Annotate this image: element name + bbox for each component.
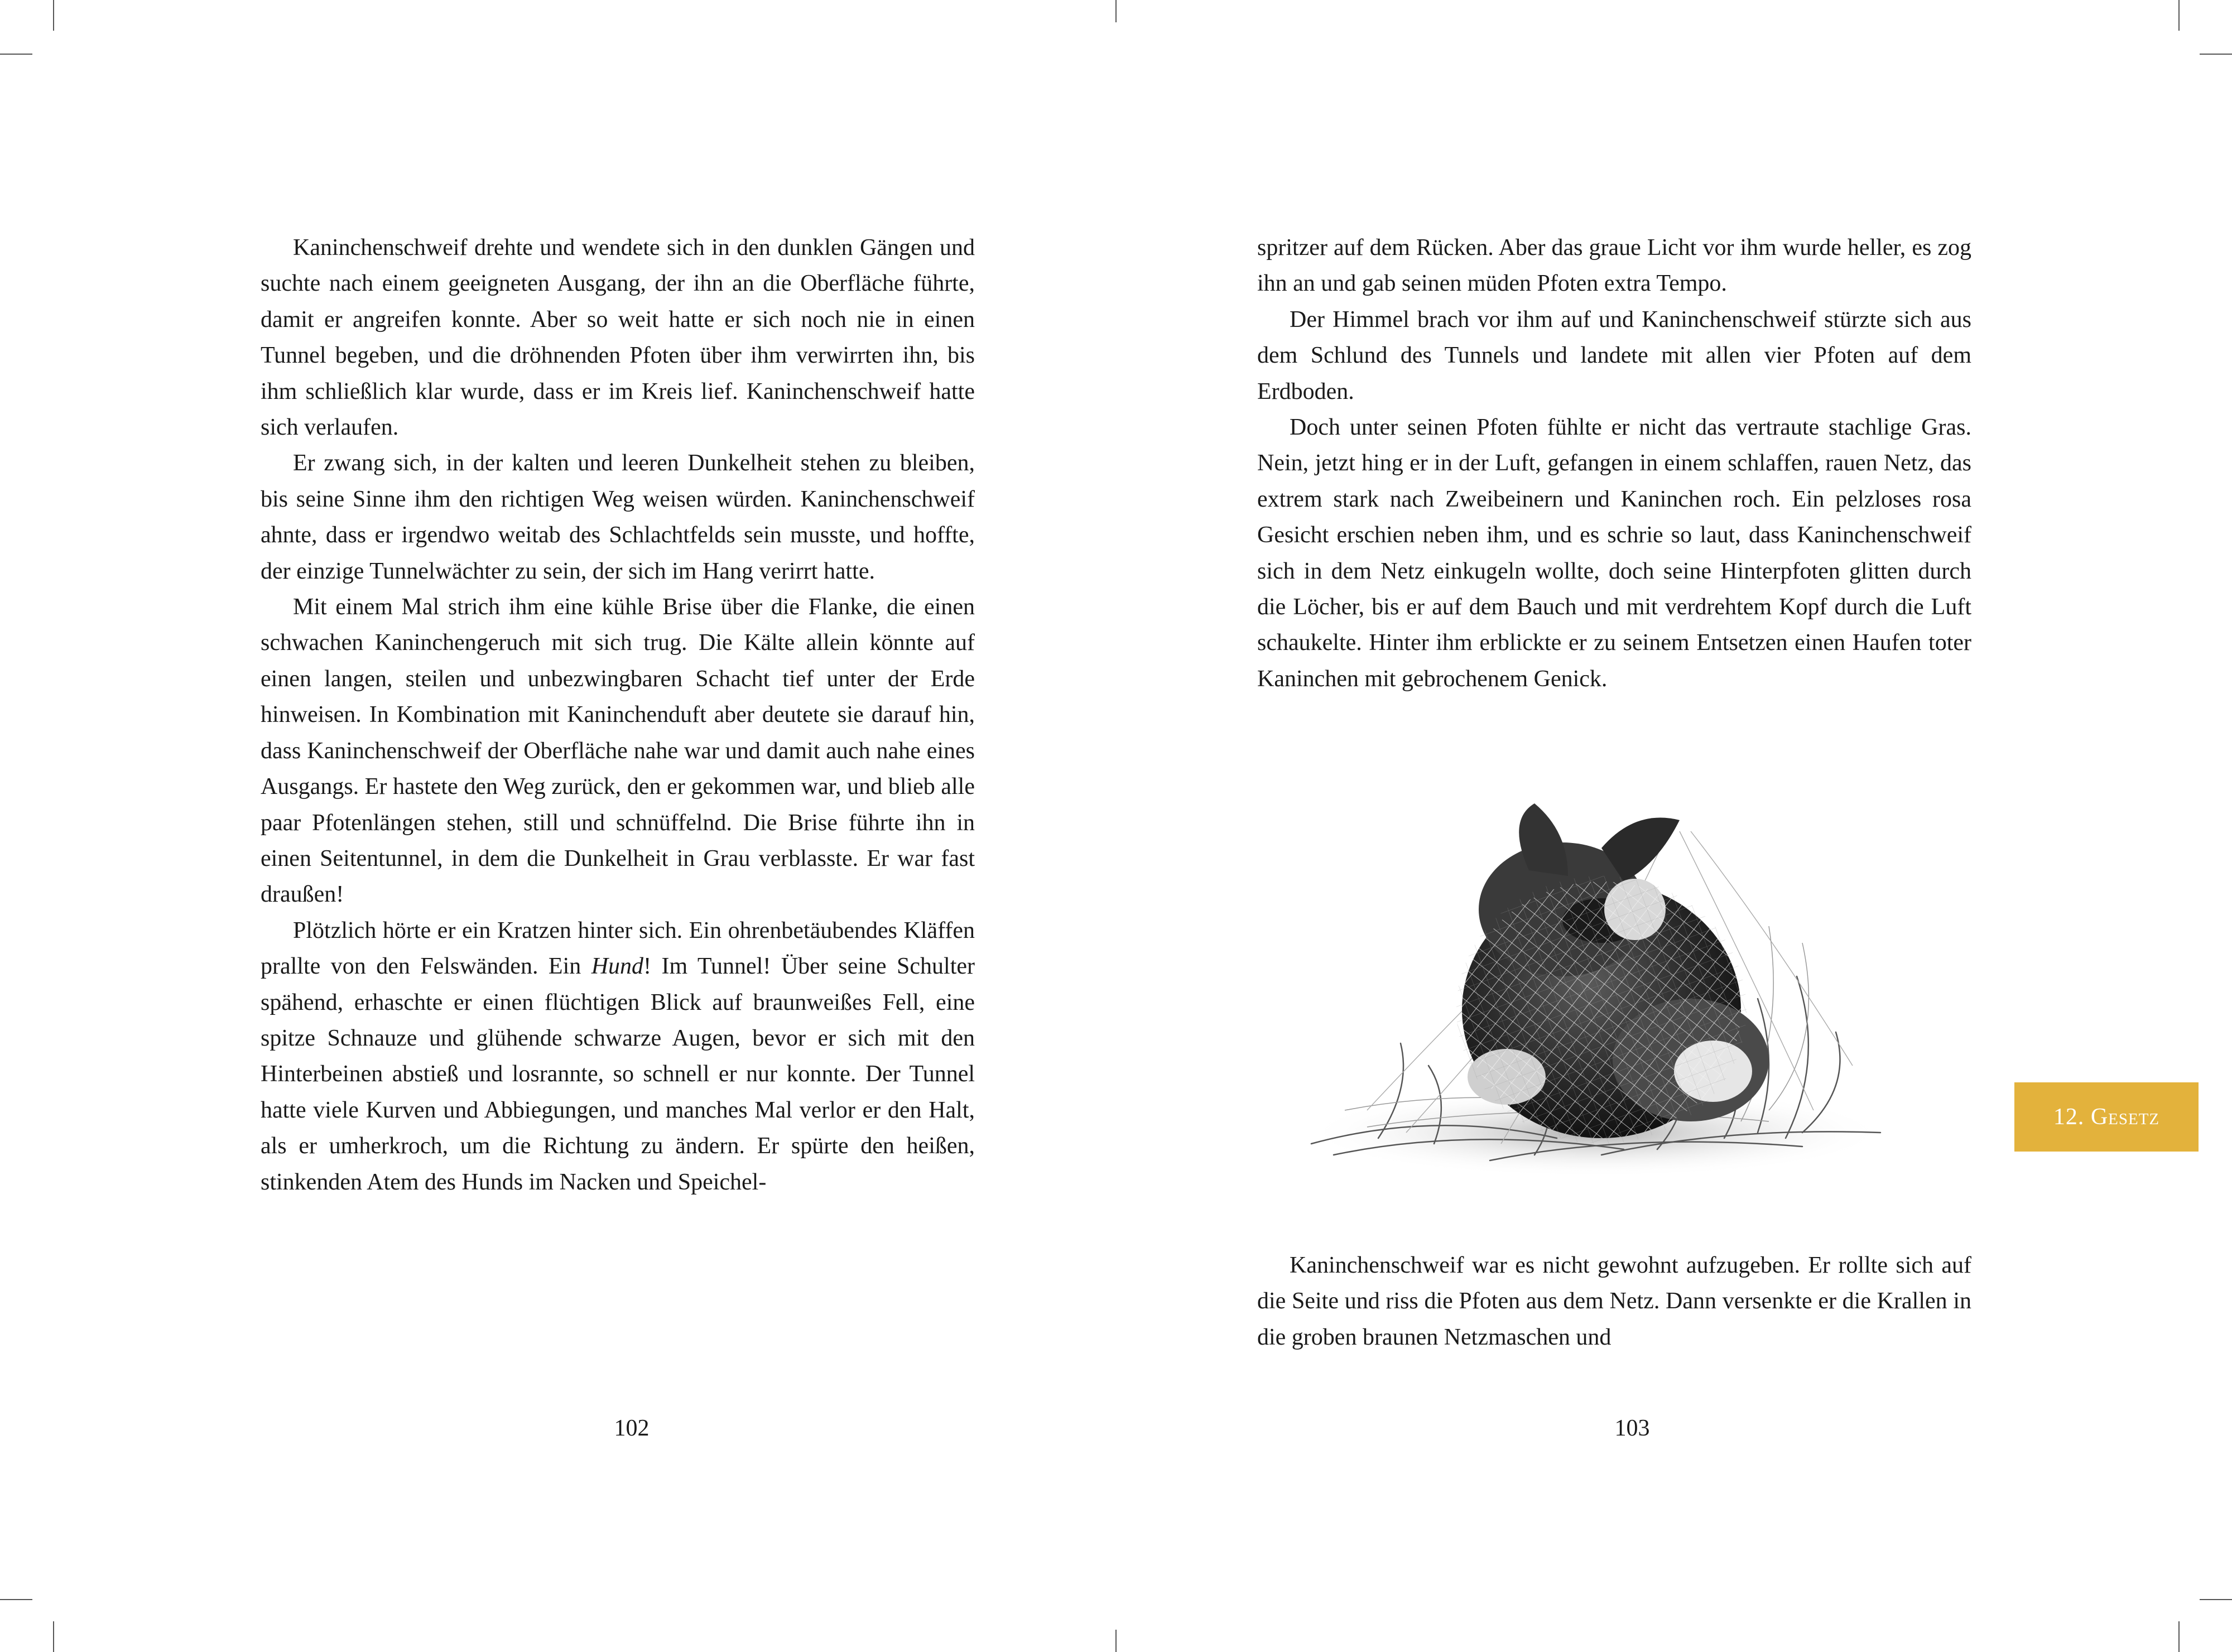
paragraph: Doch unter seinen Pfoten fühlte er nicht das vertraute stachlige Gras. Nein, jetzt hing er in der Luft, gefangen in einem schlaffen, rauen Netz, das extrem stark nach Zweibeinern und Kaninchen roch. Ein pelzloses rosa Gesicht erschien neben ihm, und es schrie so laut, dass Kaninchenschweif sich in dem Netz einkugeln wollte, doch seine Hinterpfoten glitten durch die Löcher, bis er auf dem Bauch und mit verdrehtem Kopf durch die Luft schaukelte. Hinter ihm erblickte er zu seinem Entsetzen einen Haufen toter Kaninchen mit gebrochenem Genick. [1257,415,1971,692]
crop-mark [2200,1599,2232,1600]
crop-mark [0,54,32,55]
text-run: ! Im Tunnel! Über seine Schulter spähend, erhaschte er einen flüchtigen Blick auf braunweißes Fell, eine spitze Schnauze und glühende schwarze Augen, bevor er sich mit den Hinterbeinen abstieß und losrannte, so schnell er nur konnte. Der Tunnel hatte viele Kurven und Abbiegungen, und manches Mal verlor er den Halt, als er umherkroch, um die Richtung zu ändern. Er spürte den heißen, stinkenden Atem des Hunds im Nacken und Speichel- [261,953,975,1195]
emphasis: Hund [591,953,644,980]
chapter-tab: 12. Gesetz [2014,1082,2199,1152]
right-page-body-bottom [1257,1248,1971,1355]
crop-mark [0,1599,32,1600]
paragraph: spritzer auf dem Rücken. Aber das graue Licht vor ihm wurde heller, es zog ihn an und gab seinen müden Pfoten extra Tempo. [1257,235,1971,297]
left-page-body [261,230,975,1200]
page-number-right: 103 [1614,1415,1650,1441]
text-run: Plötzlich hörte er ein Kratzen hinter sich. Ein ohrenbetäubendes Kläffen prallte von den Felswänden. Ein [261,917,975,980]
crop-mark [2178,0,2180,31]
crop-mark [53,1621,54,1652]
rabbit-in-net-illustration [1267,798,1925,1188]
crop-mark [1115,1630,1117,1652]
page-number-left: 102 [614,1415,650,1441]
crop-mark [2200,54,2232,55]
paragraph: Er zwang sich, in der kalten und leeren Dunkelheit stehen zu bleiben, bis seine Sinne ihm den richtigen Weg weisen würden. Kaninchenschweif ahnte, dass er irgendwo weitab des Schlachtfelds sein musste, und hoffte, der einzige Tunnelwächter zu sein, der sich im Hang verirrt hatte. [261,450,975,584]
paragraph: Mit einem Mal strich ihm eine kühle Brise über die Flanke, die einen schwachen Kaninchengeruch mit sich trug. Die Kälte allein könnte auf einen langen, steilen und unbezwingbaren Schacht tief unter der Erde hinweisen. In Kombination mit Kaninchenduft aber deutete sie darauf hin, dass Kaninchenschweif der Oberfläche nahe war und damit auch nahe eines Ausgangs. Er hastete den Weg zurück, den er gekommen war, und blieb alle paar Pfotenlängen stehen, still und schnüffelnd. Die Brise führte ihn in einen Seitentunnel, in dem die Dunkelheit in Grau verblasste. Er war fast draußen! [261,594,975,908]
crop-mark [1115,0,1117,22]
paragraph: Kaninchenschweif drehte und wendete sich in den dunklen Gängen und suchte nach einem geeigneten Ausgang, der ihn an die Oberfläche führte, damit er angreifen konnte. Aber so weit hatte er sich noch nie in einen Tunnel begeben, und die dröhnenden Pfoten über ihm verwirrten ihn, bis ihm schließlich klar wurde, dass er im Kreis lief. Kaninchenschweif hatte sich verlaufen. [261,235,975,441]
crop-mark [53,0,54,31]
crop-mark [2178,1621,2180,1652]
right-page-body-top [1257,230,1971,697]
paragraph [261,913,975,1200]
paragraph: Der Himmel brach vor ihm auf und Kaninchenschweif stürzte sich aus dem Schlund des Tunnels und landete mit allen vier Pfoten auf dem Erdboden. [1257,306,1971,404]
paragraph: Kaninchenschweif war es nicht gewohnt aufzugeben. Er rollte sich auf die Seite und riss die Pfoten aus dem Netz. Dann versenkte er die Krallen in die groben braunen Netzmaschen und [1257,1253,1971,1350]
